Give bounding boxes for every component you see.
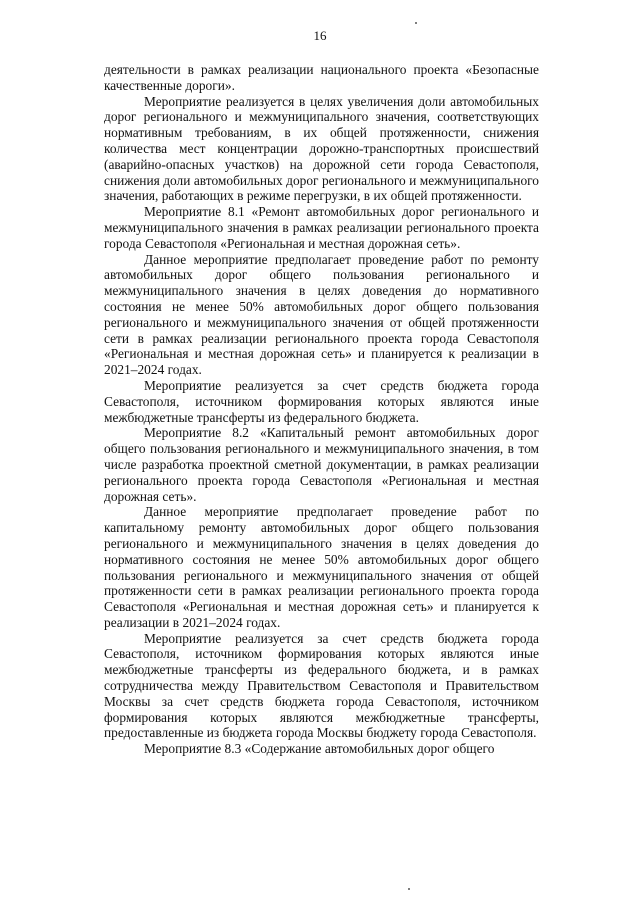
paragraph-6: Мероприятие 8.2 «Капитальный ремонт автомобильных дорог общего пользования регионального и межмуниципального значения, в том числе разработка проектной сметной документации, в рамках реализации регионального проекта города Севастополя «Региональная и местная дорожная сеть». — [104, 425, 539, 504]
paragraph-9: Мероприятие 8.3 «Содержание автомобильных дорог общего — [144, 741, 495, 757]
paragraph-1: деятельности в рамках реализации национального проекта «Безопасные качественные дороги». — [104, 62, 539, 93]
paragraph-3: Мероприятие 8.1 «Ремонт автомобильных дорог регионального и межмуниципального значения в рамках реализации регионального проекта города Севастополя «Региональная и местная дорожная сеть». — [104, 204, 539, 251]
scan-speck-bottom — [408, 888, 410, 890]
scan-speck-top — [415, 22, 417, 24]
paragraph-7: Данное мероприятие предполагает проведение работ по капитальному ремонту автомобильных дорог общего пользования регионального и межмуниципального значения в целях доведения до нормативного состояния не менее 50% автомобильных дорог общего пользования регионального и межмуниципального значения от общей протяженности сети в рамках реализации регионального проекта города Севастополя «Региональная и местная дорожная сеть» и планируется к реализации в 2021–2024 годах. — [104, 504, 539, 630]
paragraph-8: Мероприятие реализуется за счет средств бюджета города Севастополя, источником формирования которых являются иные межбюджетные трансферты из федерального бюджета, и в рамках сотрудничества между Правительством Севастополя и Правительством Москвы за счет средств бюджета города Севастополя, источником формирования которых являются межбюджетные трансферты, предоставленные из бюджета города Москвы бюджету города Севастополя. — [104, 630, 539, 741]
paragraph-4: Данное мероприятие предполагает проведение работ по ремонту автомобильных дорог общего пользования регионального и межмуниципального значения в целях доведения до нормативного состояния не менее 50% автомобильных дорог общего пользования регионального и межмуниципального значения от общей протяженности сети в рамках реализации регионального проекта города Севастополя «Региональная и местная дорожная сеть» и планируется к реализации в 2021–2024 годах. — [104, 251, 539, 378]
paragraph-2: Мероприятие реализуется в целях увеличения доли автомобильных дорог регионального и межмуниципального значения, соответствующих нормативным требованиям, в их общей протяженности, снижения количества мест концентрации дорожно-транспортных происшествий (аварийно-опасных участков) на дорожной сети города Севастополя, снижения доли автомобильных дорог регионального и межмуниципального значения, работающих в режиме перегрузки, в их общей протяженности. — [104, 93, 539, 204]
paragraph-5: Мероприятие реализуется за счет средств бюджета города Севастополя, источником формирования которых являются иные межбюджетные трансферты из федерального бюджета. — [104, 377, 539, 425]
page-number: 16 — [313, 28, 327, 43]
document-body — [104, 62, 539, 757]
